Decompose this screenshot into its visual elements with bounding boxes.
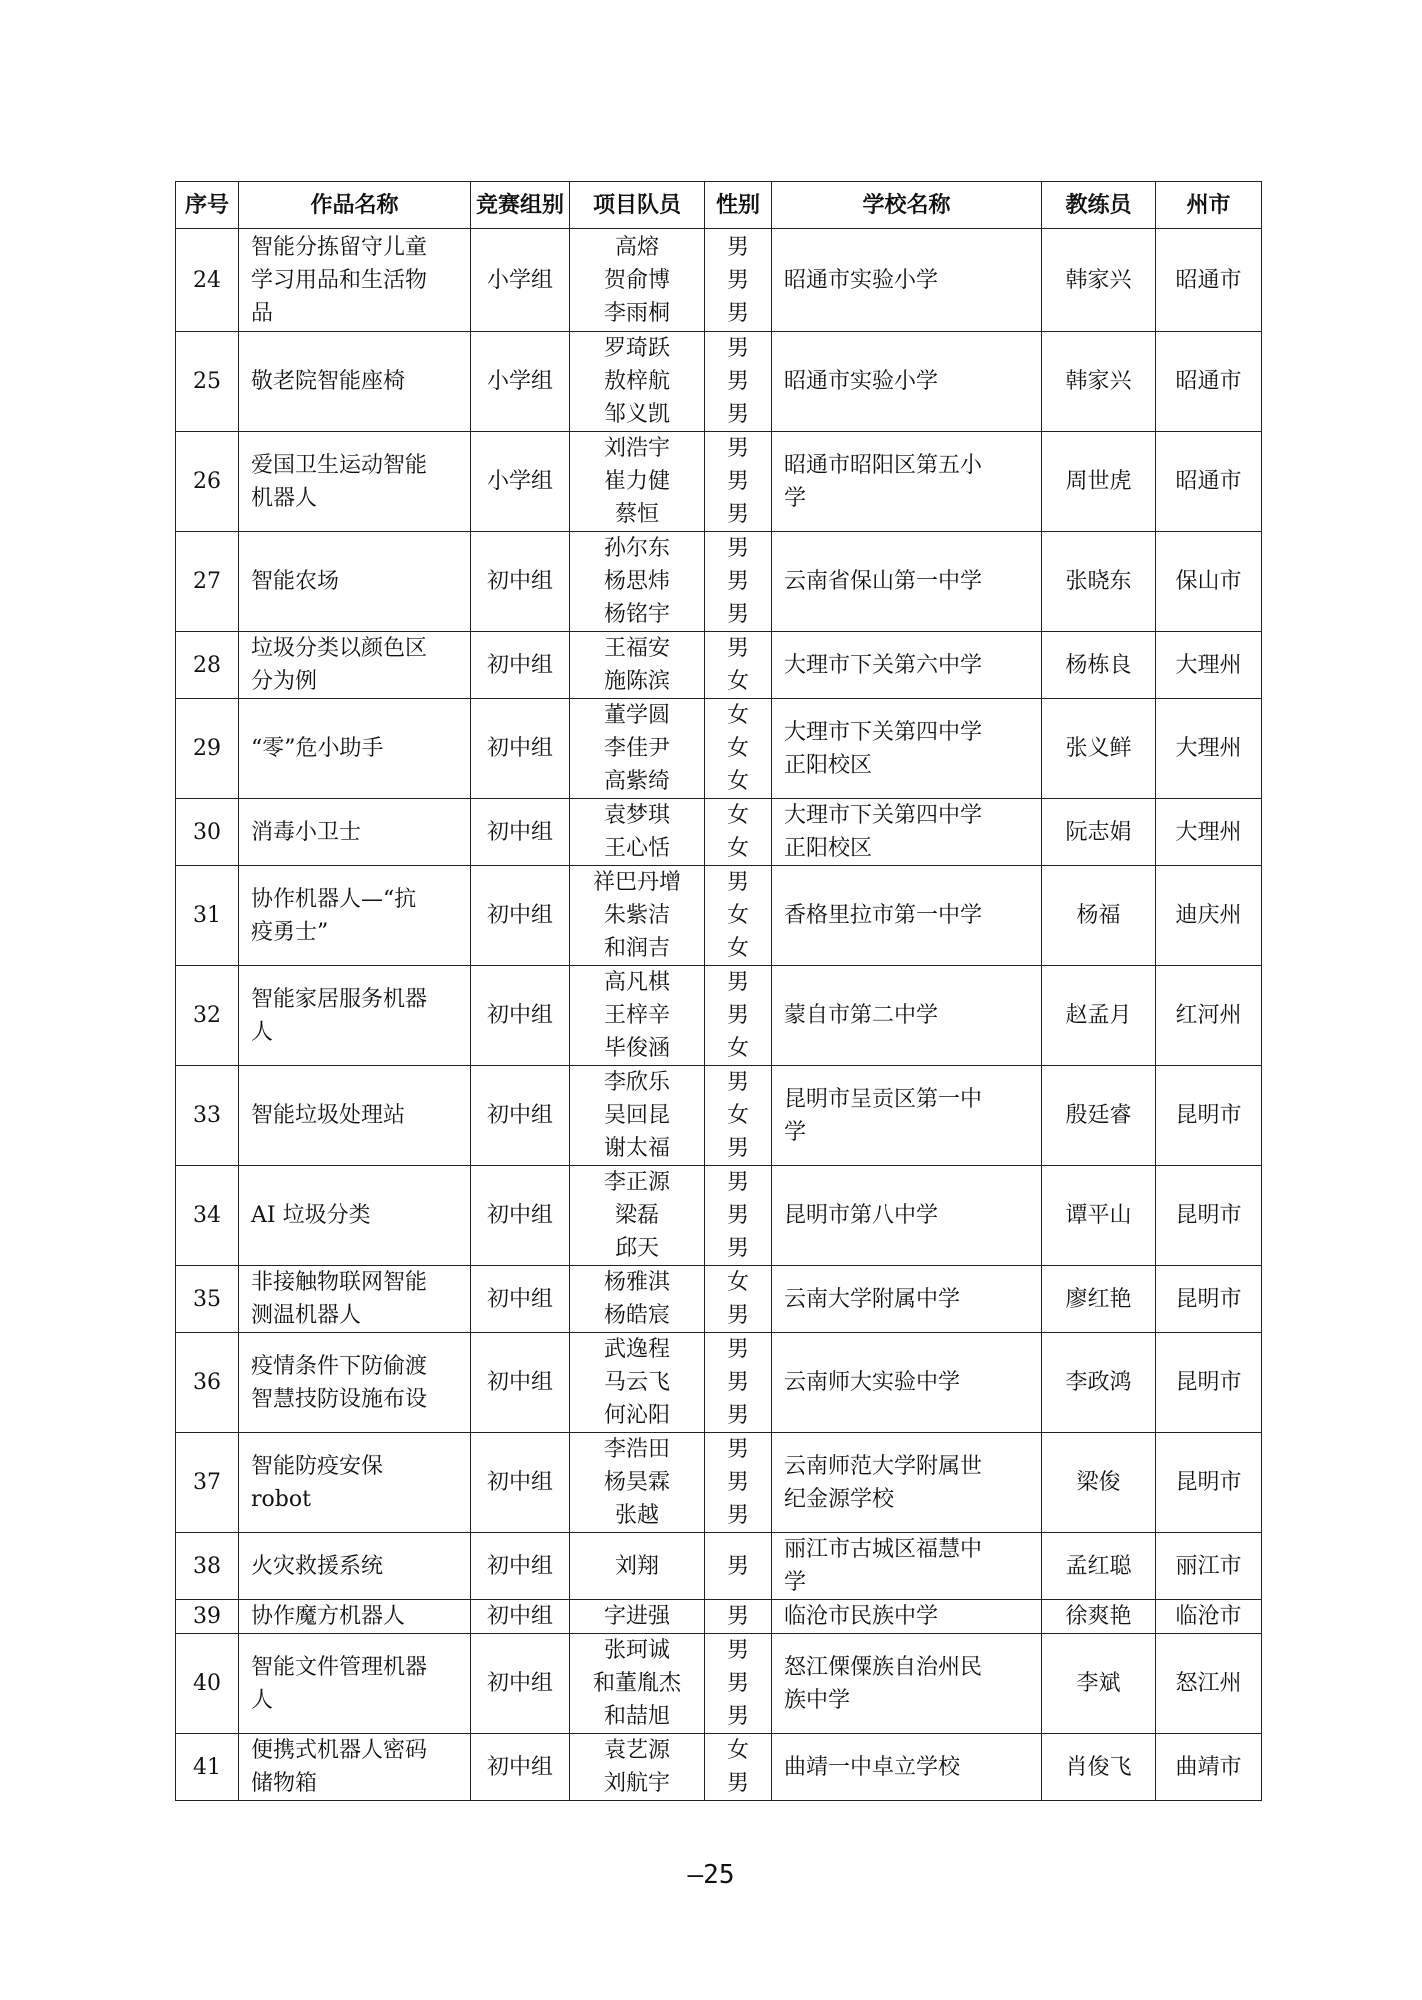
table-row <box>176 1266 1262 1333</box>
table-row <box>176 1333 1262 1433</box>
cell-work: AI 垃圾分类 <box>239 1166 471 1266</box>
cell-members: 王福安 施陈滨 <box>570 632 705 699</box>
cell-no: 32 <box>176 966 239 1066</box>
cell-members: 高凡棋 王梓辛 毕俊涵 <box>570 966 705 1066</box>
cell-school: 临沧市民族中学 <box>772 1600 1042 1634</box>
cell-school: 大理市下关第四中学 正阳校区 <box>772 699 1042 799</box>
cell-group: 初中组 <box>471 1600 570 1634</box>
award-table <box>175 181 1262 1801</box>
cell-group: 初中组 <box>471 1533 570 1600</box>
cell-school: 昭通市实验小学 <box>772 229 1042 332</box>
cell-coach: 李政鸿 <box>1042 1333 1156 1433</box>
cell-school: 丽江市古城区福慧中 学 <box>772 1533 1042 1600</box>
cell-work: 消毒小卫士 <box>239 799 471 866</box>
page-number: —25 <box>687 1860 735 1890</box>
header-school: 学校名称 <box>772 182 1042 229</box>
cell-members: 孙尔东 杨思炜 杨铭宇 <box>570 532 705 632</box>
cell-school: 云南师大实验中学 <box>772 1333 1042 1433</box>
cell-school: 大理市下关第六中学 <box>772 632 1042 699</box>
cell-members: 字进强 <box>570 1600 705 1634</box>
cell-coach: 梁俊 <box>1042 1433 1156 1533</box>
cell-no: 40 <box>176 1634 239 1734</box>
cell-city: 昭通市 <box>1156 229 1262 332</box>
table-row <box>176 632 1262 699</box>
table-row <box>176 1533 1262 1600</box>
cell-school: 昆明市呈贡区第一中 学 <box>772 1066 1042 1166</box>
cell-school: 昭通市昭阳区第五小 学 <box>772 432 1042 532</box>
table-row <box>176 332 1262 432</box>
cell-city: 曲靖市 <box>1156 1734 1262 1801</box>
cell-school: 昭通市实验小学 <box>772 332 1042 432</box>
cell-gender: 男 男 男 <box>705 432 772 532</box>
cell-city: 迪庆州 <box>1156 866 1262 966</box>
cell-gender: 男 男 男 <box>705 1433 772 1533</box>
cell-school: 昆明市第八中学 <box>772 1166 1042 1266</box>
cell-coach: 张义鲜 <box>1042 699 1156 799</box>
table-row <box>176 966 1262 1066</box>
cell-members: 李浩田 杨昊霖 张越 <box>570 1433 705 1533</box>
cell-school: 香格里拉市第一中学 <box>772 866 1042 966</box>
cell-city: 昆明市 <box>1156 1333 1262 1433</box>
cell-gender: 女 女 <box>705 799 772 866</box>
table-row <box>176 866 1262 966</box>
cell-work: 协作机器人—“抗 疫勇士” <box>239 866 471 966</box>
cell-coach: 谭平山 <box>1042 1166 1156 1266</box>
cell-work: 非接触物联网智能 测温机器人 <box>239 1266 471 1333</box>
table-row <box>176 1600 1262 1634</box>
cell-members: 祥巴丹增 朱紫洁 和润吉 <box>570 866 705 966</box>
cell-school: 云南大学附属中学 <box>772 1266 1042 1333</box>
cell-gender: 男 男 男 <box>705 229 772 332</box>
table-row <box>176 1734 1262 1801</box>
cell-group: 初中组 <box>471 1333 570 1433</box>
cell-gender: 男 男 男 <box>705 1333 772 1433</box>
cell-no: 38 <box>176 1533 239 1600</box>
cell-work: 智能农场 <box>239 532 471 632</box>
table-row <box>176 432 1262 532</box>
cell-gender: 男 男 男 <box>705 532 772 632</box>
cell-group: 初中组 <box>471 532 570 632</box>
table-row <box>176 229 1262 332</box>
header-city: 州市 <box>1156 182 1262 229</box>
cell-group: 初中组 <box>471 1166 570 1266</box>
cell-gender: 女 男 <box>705 1734 772 1801</box>
cell-no: 36 <box>176 1333 239 1433</box>
cell-city: 大理州 <box>1156 699 1262 799</box>
cell-group: 小学组 <box>471 229 570 332</box>
cell-school: 云南师范大学附属世 纪金源学校 <box>772 1433 1042 1533</box>
cell-members: 张珂诚 和董胤杰 和喆旭 <box>570 1634 705 1734</box>
cell-members: 罗琦跃 敖梓航 邹义凯 <box>570 332 705 432</box>
cell-city: 昆明市 <box>1156 1166 1262 1266</box>
cell-gender: 男 女 <box>705 632 772 699</box>
cell-members: 李正源 梁磊 邱天 <box>570 1166 705 1266</box>
cell-work: 智能文件管理机器 人 <box>239 1634 471 1734</box>
cell-city: 昆明市 <box>1156 1066 1262 1166</box>
table-row <box>176 1066 1262 1166</box>
cell-group: 初中组 <box>471 1266 570 1333</box>
cell-coach: 廖红艳 <box>1042 1266 1156 1333</box>
table-row <box>176 1166 1262 1266</box>
cell-coach: 周世虎 <box>1042 432 1156 532</box>
cell-group: 初中组 <box>471 699 570 799</box>
cell-members: 杨雅淇 杨皓宸 <box>570 1266 705 1333</box>
cell-coach: 肖俊飞 <box>1042 1734 1156 1801</box>
cell-school: 蒙自市第二中学 <box>772 966 1042 1066</box>
cell-group: 初中组 <box>471 632 570 699</box>
cell-gender: 男 男 男 <box>705 1166 772 1266</box>
cell-members: 高熔 贺俞博 李雨桐 <box>570 229 705 332</box>
table-row <box>176 532 1262 632</box>
cell-no: 41 <box>176 1734 239 1801</box>
table-row <box>176 1634 1262 1734</box>
cell-city: 丽江市 <box>1156 1533 1262 1600</box>
cell-no: 24 <box>176 229 239 332</box>
cell-city: 保山市 <box>1156 532 1262 632</box>
cell-no: 28 <box>176 632 239 699</box>
cell-members: 袁梦琪 王心恬 <box>570 799 705 866</box>
cell-work: 便携式机器人密码 储物箱 <box>239 1734 471 1801</box>
cell-gender: 男 <box>705 1600 772 1634</box>
cell-coach: 殷廷睿 <box>1042 1066 1156 1166</box>
table-row <box>176 699 1262 799</box>
cell-city: 红河州 <box>1156 966 1262 1066</box>
cell-work: 疫情条件下防偷渡 智慧技防设施布设 <box>239 1333 471 1433</box>
header-members: 项目队员 <box>570 182 705 229</box>
cell-gender: 男 女 女 <box>705 866 772 966</box>
header-row <box>176 182 1262 229</box>
cell-city: 怒江州 <box>1156 1634 1262 1734</box>
cell-work: 爱国卫生运动智能 机器人 <box>239 432 471 532</box>
cell-coach: 张晓东 <box>1042 532 1156 632</box>
cell-group: 小学组 <box>471 432 570 532</box>
cell-no: 29 <box>176 699 239 799</box>
cell-group: 初中组 <box>471 1634 570 1734</box>
cell-city: 昆明市 <box>1156 1433 1262 1533</box>
cell-coach: 李斌 <box>1042 1634 1156 1734</box>
cell-group: 初中组 <box>471 1066 570 1166</box>
cell-school: 怒江傈僳族自治州民 族中学 <box>772 1634 1042 1734</box>
cell-no: 37 <box>176 1433 239 1533</box>
cell-group: 初中组 <box>471 966 570 1066</box>
cell-school: 云南省保山第一中学 <box>772 532 1042 632</box>
cell-school: 大理市下关第四中学 正阳校区 <box>772 799 1042 866</box>
cell-coach: 杨栋良 <box>1042 632 1156 699</box>
cell-members: 刘翔 <box>570 1533 705 1600</box>
cell-coach: 韩家兴 <box>1042 332 1156 432</box>
cell-group: 初中组 <box>471 1734 570 1801</box>
cell-no: 39 <box>176 1600 239 1634</box>
cell-city: 临沧市 <box>1156 1600 1262 1634</box>
cell-members: 董学圆 李佳尹 高紫绮 <box>570 699 705 799</box>
cell-gender: 男 男 男 <box>705 332 772 432</box>
cell-work: 火灾救援系统 <box>239 1533 471 1600</box>
header-group: 竞赛组别 <box>471 182 570 229</box>
cell-work: 垃圾分类以颜色区 分为例 <box>239 632 471 699</box>
cell-gender: 女 男 <box>705 1266 772 1333</box>
cell-work: “零”危小助手 <box>239 699 471 799</box>
cell-no: 35 <box>176 1266 239 1333</box>
header-coach: 教练员 <box>1042 182 1156 229</box>
cell-no: 33 <box>176 1066 239 1166</box>
cell-school: 曲靖一中卓立学校 <box>772 1734 1042 1801</box>
cell-no: 25 <box>176 332 239 432</box>
cell-city: 昭通市 <box>1156 432 1262 532</box>
cell-members: 李欣乐 吴回昆 谢太福 <box>570 1066 705 1166</box>
cell-city: 昭通市 <box>1156 332 1262 432</box>
cell-group: 小学组 <box>471 332 570 432</box>
cell-coach: 杨福 <box>1042 866 1156 966</box>
cell-gender: 女 女 女 <box>705 699 772 799</box>
cell-no: 30 <box>176 799 239 866</box>
cell-no: 27 <box>176 532 239 632</box>
header-work: 作品名称 <box>239 182 471 229</box>
header-no: 序号 <box>176 182 239 229</box>
cell-group: 初中组 <box>471 1433 570 1533</box>
cell-gender: 男 男 男 <box>705 1634 772 1734</box>
cell-gender: 男 女 男 <box>705 1066 772 1166</box>
table-row <box>176 799 1262 866</box>
header-gender: 性别 <box>705 182 772 229</box>
cell-work: 敬老院智能座椅 <box>239 332 471 432</box>
cell-gender: 男 男 女 <box>705 966 772 1066</box>
cell-work: 智能家居服务机器 人 <box>239 966 471 1066</box>
cell-gender: 男 <box>705 1533 772 1600</box>
cell-coach: 韩家兴 <box>1042 229 1156 332</box>
cell-members: 武逸程 马云飞 何沁阳 <box>570 1333 705 1433</box>
cell-no: 31 <box>176 866 239 966</box>
cell-work: 智能防疫安保 robot <box>239 1433 471 1533</box>
cell-work: 协作魔方机器人 <box>239 1600 471 1634</box>
cell-coach: 阮志娟 <box>1042 799 1156 866</box>
cell-city: 昆明市 <box>1156 1266 1262 1333</box>
cell-coach: 赵孟月 <box>1042 966 1156 1066</box>
cell-no: 34 <box>176 1166 239 1266</box>
cell-work: 智能分拣留守儿童 学习用品和生活物 品 <box>239 229 471 332</box>
table-row <box>176 1433 1262 1533</box>
cell-coach: 徐爽艳 <box>1042 1600 1156 1634</box>
cell-members: 袁艺源 刘航宇 <box>570 1734 705 1801</box>
cell-work: 智能垃圾处理站 <box>239 1066 471 1166</box>
cell-no: 26 <box>176 432 239 532</box>
cell-group: 初中组 <box>471 799 570 866</box>
cell-city: 大理州 <box>1156 799 1262 866</box>
cell-members: 刘浩宇 崔力健 蔡恒 <box>570 432 705 532</box>
cell-group: 初中组 <box>471 866 570 966</box>
cell-city: 大理州 <box>1156 632 1262 699</box>
cell-coach: 孟红聪 <box>1042 1533 1156 1600</box>
